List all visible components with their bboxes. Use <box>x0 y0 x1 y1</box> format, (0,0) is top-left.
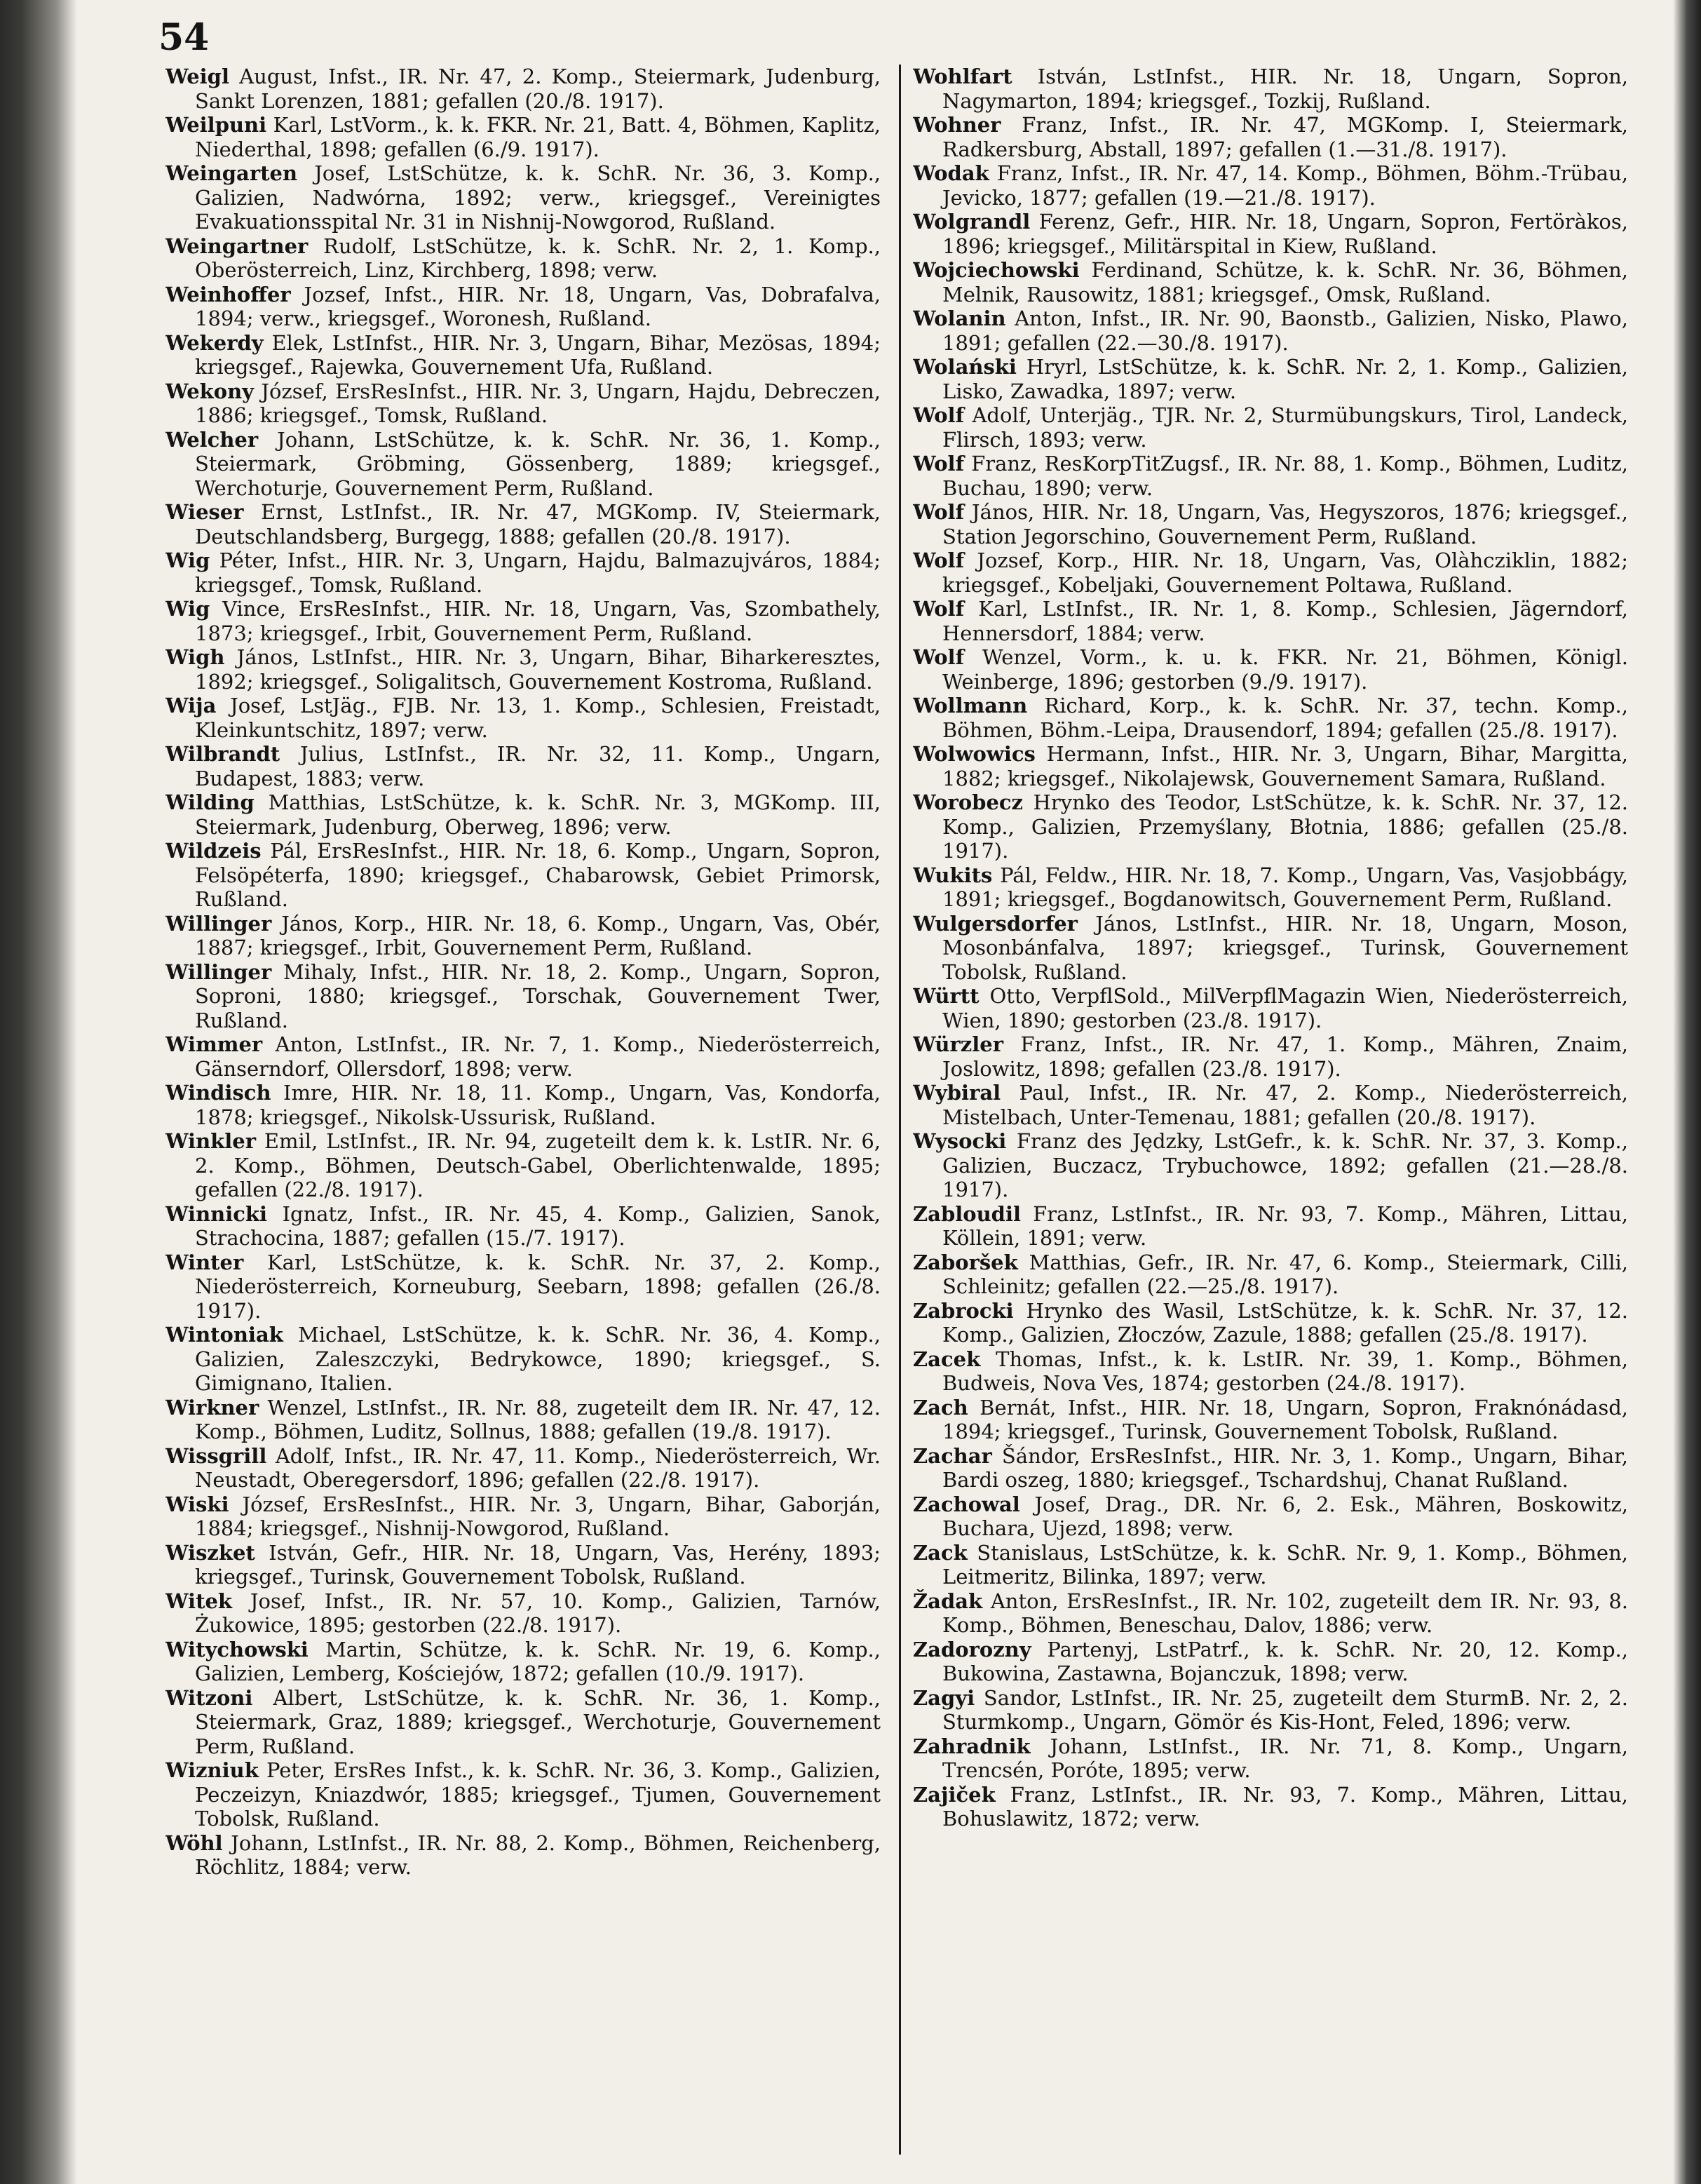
casualty-entry <box>165 1081 881 1129</box>
entry-surname: Wolf <box>913 452 965 476</box>
casualty-entry <box>165 960 881 1033</box>
entry-details: Hermann, Infst., HIR. Nr. 3, Ungarn, Bihar, Margitta, 1882; kriegsgef., Nikolajewsk, Gouvernement Samara, Rußland. <box>942 742 1628 790</box>
entry-details: József, ErsResInfst., HIR. Nr. 3, Ungarn, Hajdu, Debreczen, 1886; kriegsgef., Tomsk, Rußland. <box>195 379 881 427</box>
entry-surname: Winnicki <box>165 1201 268 1226</box>
entry-surname: Wintoniak <box>165 1323 283 1347</box>
casualty-entry <box>913 742 1628 790</box>
entry-surname: Weinhoffer <box>165 282 291 306</box>
casualty-entry <box>165 1758 881 1831</box>
entry-details: Karl, LstInfst., IR. Nr. 1, 8. Komp., Schlesien, Jägerndorf, Hennersdorf, 1884; verw. <box>942 597 1628 645</box>
casualty-entry <box>913 161 1628 210</box>
entry-details: Matthias, Gefr., IR. Nr. 47, 6. Komp., Steiermark, Cilli, Schleinitz; gefallen (22.—25./8. 1917). <box>942 1250 1628 1298</box>
entry-details: Franz, Infst., IR. Nr. 47, 14. Komp., Böhmen, Böhm.-Trübau, Jevicko, 1877; gefallen (19.—21./8. 1917). <box>942 161 1628 210</box>
entry-details: Johann, LstInfst., IR. Nr. 88, 2. Komp., Böhmen, Reichenberg, Röchlitz, 1884; verw. <box>195 1831 881 1879</box>
casualty-entry <box>165 645 881 694</box>
entry-surname: Žadak <box>913 1589 983 1613</box>
scan-left-edge-shadow <box>0 0 77 2184</box>
casualty-entry <box>913 1129 1628 1202</box>
entry-surname: Weingarten <box>165 161 298 185</box>
entry-surname: Wieser <box>165 500 244 524</box>
entry-surname: Wukits <box>913 863 993 887</box>
casualty-entry <box>165 694 881 742</box>
entry-surname: Weingartner <box>165 234 309 258</box>
entry-details: Paul, Infst., IR. Nr. 47, 2. Komp., Niederösterreich, Mistelbach, Unter-Temenau, 1881; gefallen (20./8. 1917). <box>942 1081 1628 1129</box>
casualty-entry <box>913 306 1628 355</box>
entry-details: Franz, ResKorpTitZugsf., IR. Nr. 88, 1. Komp., Böhmen, Luditz, Buchau, 1890; verw. <box>942 452 1628 500</box>
scan-right-edge-shadow <box>1673 0 1701 2184</box>
entry-details: Péter, Infst., HIR. Nr. 3, Ungarn, Hajdu, Balmazujváros, 1884; kriegsgef., Tomsk, Rußland. <box>195 548 881 597</box>
entry-surname: Wolf <box>913 548 965 572</box>
entry-surname: Worobecz <box>913 790 1024 814</box>
entry-details: Elek, LstInfst., HIR. Nr. 3, Ungarn, Bihar, Mezösas, 1894; kriegsgef., Rajewka, Gouvernement Ufa, Rußland. <box>195 330 881 379</box>
entry-surname: Wolf <box>913 645 965 669</box>
casualty-entry <box>913 863 1628 912</box>
entry-details: Karl, LstSchütze, k. k. SchR. Nr. 37, 2. Komp., Niederösterreich, Korneuburg, Seebarn, 1898; gefallen (26./8. 1917). <box>195 1250 881 1323</box>
entry-surname: Wekony <box>165 379 255 403</box>
entry-details: Josef, LstJäg., FJB. Nr. 13, 1. Komp., Schlesien, Freistadt, Kleinkuntschitz, 1897; verw. <box>195 694 881 742</box>
entry-surname: Wöhl <box>165 1831 223 1855</box>
entry-surname: Zabrocki <box>913 1298 1014 1323</box>
entry-details: Ignatz, Infst., IR. Nr. 45, 4. Komp., Galizien, Sanok, Strachocina, 1887; gefallen (15./7. 1917). <box>195 1201 881 1250</box>
entry-details: Stanislaus, LstSchütze, k. k. SchR. Nr. 9, 1. Komp., Böhmen, Leitmeritz, Bilinka, 1897; verw. <box>942 1540 1628 1589</box>
casualty-entry <box>913 1686 1628 1734</box>
entry-details: Richard, Korp., k. k. SchR. Nr. 37, techn. Komp., Böhmen, Böhm.-Leipa, Drausendorf, 1894; gefallen (25./8. 1917). <box>942 694 1628 742</box>
entry-details: Ferdinand, Schütze, k. k. SchR. Nr. 36, Böhmen, Melnik, Rausowitz, 1881; kriegsgef., Omsk, Rußland. <box>942 258 1628 306</box>
entry-details: Šándor, ErsResInfst., HIR. Nr. 3, 1. Komp., Ungarn, Bihar, Bardi oszeg, 1880; kriegsgef., Tschardshuj, Chanat Rußland. <box>942 1443 1628 1492</box>
entry-details: Mihaly, Infst., HIR. Nr. 18, 2. Komp., Ungarn, Sopron, Soproni, 1880; kriegsgef., Torschak, Gouvernement Twer, Rußland. <box>195 959 881 1032</box>
entry-details: Imre, HIR. Nr. 18, 11. Komp., Ungarn, Vas, Kondorfa, 1878; kriegsgef., Nikolsk-Ussurisk, Rußland. <box>195 1081 881 1129</box>
entry-details: August, Infst., IR. Nr. 47, 2. Komp., Steiermark, Judenburg, Sankt Lorenzen, 1881; gefallen (20./8. 1917). <box>195 65 881 113</box>
entry-surname: Wekerdy <box>165 330 264 355</box>
entry-surname: Wig <box>165 548 210 572</box>
casualty-entry <box>913 548 1628 597</box>
entry-details: Peter, ErsRes Infst., k. k. SchR. Nr. 36, 3. Komp., Galizien, Peczeizyn, Kniazdwór, 1885; kriegsgef., Tjumen, Gouvernement Tobolsk, Rußland. <box>195 1758 881 1831</box>
casualty-entry <box>165 500 881 548</box>
entry-surname: Wiski <box>165 1492 229 1516</box>
entry-surname: Würzler <box>913 1032 1003 1056</box>
entry-surname: Zacek <box>913 1347 981 1371</box>
casualty-entry <box>913 1783 1628 1831</box>
entry-surname: Wija <box>165 694 217 717</box>
entry-surname: Wilding <box>165 790 255 814</box>
casualty-entry <box>913 1202 1628 1251</box>
casualty-entry <box>913 210 1628 258</box>
casualty-entry <box>913 403 1628 452</box>
entry-details: Josef, Infst., IR. Nr. 57, 10. Komp., Galizien, Tarnów, Żukowice, 1895; gestorben (22./8. 1917). <box>195 1589 881 1637</box>
entry-surname: Wolf <box>913 403 965 427</box>
entry-surname: Wohlfart <box>913 65 1012 88</box>
entry-surname: Zadorozny <box>913 1637 1031 1661</box>
entry-details: Anton, LstInfst., IR. Nr. 7, 1. Komp., Niederösterreich, Gänserndorf, Ollersdorf, 1898; verw. <box>195 1032 881 1081</box>
casualty-entry <box>913 645 1628 694</box>
entry-surname: Zach <box>913 1395 968 1420</box>
casualty-entry <box>165 161 881 234</box>
entry-surname: Wolwowics <box>913 742 1036 766</box>
entry-details: Karl, LstVorm., k. k. FKR. Nr. 21, Batt. 4, Böhmen, Kaplitz, Niederthal, 1898; gefallen (6./9. 1917). <box>195 113 881 161</box>
casualty-entry <box>165 234 881 283</box>
entry-details: Ferenz, Gefr., HIR. Nr. 18, Ungarn, Sopron, Fertöràkos, 1896; kriegsgef., Militärspital in Kiew, Rußland. <box>942 210 1628 258</box>
entry-surname: Zabloudil <box>913 1201 1021 1226</box>
casualty-entry <box>165 790 881 839</box>
entry-details: Franz des Jędzky, LstGefr., k. k. SchR. Nr. 37, 3. Komp., Galizien, Buczacz, Trybuchowce, 1892; gefallen (21.—28./8. 1917). <box>942 1129 1628 1201</box>
right-column <box>913 65 1628 2155</box>
entry-surname: Zachowal <box>913 1492 1020 1516</box>
casualty-entry <box>913 912 1628 985</box>
entry-details: Albert, LstSchütze, k. k. SchR. Nr. 36, 1. Komp., Steiermark, Graz, 1889; kriegsgef., Werchoturje, Gouvernement Perm, Rußland. <box>195 1685 881 1758</box>
casualty-entry <box>913 790 1628 863</box>
entry-details: József, ErsResInfst., HIR. Nr. 3, Ungarn, Bihar, Gaborján, 1884; kriegsgef., Nishnij-Nowgorod, Rußland. <box>195 1492 881 1540</box>
casualty-entry <box>165 1638 881 1686</box>
entry-surname: Willinger <box>165 959 272 984</box>
entry-surname: Wulgersdorfer <box>913 911 1078 936</box>
entry-surname: Windisch <box>165 1081 271 1105</box>
casualty-entry <box>913 694 1628 742</box>
entry-details: Franz, Infst., IR. Nr. 47, MGKomp. I, Steiermark, Radkersburg, Abstall, 1897; gefallen (1.—31./8. 1917). <box>942 113 1628 161</box>
casualty-entry <box>165 1492 881 1541</box>
casualty-entry <box>165 1686 881 1759</box>
casualty-entry <box>165 1251 881 1323</box>
entry-details: Ernst, LstInfst., IR. Nr. 47, MGKomp. IV, Steiermark, Deutschlandsberg, Burgegg, 1888; gefallen (20./8. 1917). <box>195 500 881 548</box>
entry-details: Pál, ErsResInfst., HIR. Nr. 18, 6. Komp., Ungarn, Sopron, Felsöpéterfa, 1890; kriegsgef., Chabarowsk, Gebiet Primorsk, Rußland. <box>195 839 881 911</box>
entry-details: Wenzel, Vorm., k. u. k. FKR. Nr. 21, Böhmen, Königl. Weinberge, 1896; gestorben (9./9. 1917). <box>942 645 1628 694</box>
entry-details: Josef, LstSchütze, k. k. SchR. Nr. 36, 3. Komp., Galizien, Nadwórna, 1892; verw., kriegsgef., Vereinigtes Evakuationsspital Nr. 31 in Nishnij-Nowgorod, Rußland. <box>195 161 881 234</box>
entry-surname: Zajiček <box>913 1782 996 1807</box>
entry-surname: Witzoni <box>165 1685 253 1710</box>
entry-details: János, Korp., HIR. Nr. 18, 6. Komp., Ungarn, Vas, Obér, 1887; kriegsgef., Irbit, Gouvernement Perm, Rußland. <box>195 911 881 959</box>
entry-details: Hrynko des Teodor, LstSchütze, k. k. SchR. Nr. 37, 12. Komp., Galizien, Przemyślany, Błotnia, 1886; gefallen (25./8. 1917). <box>942 790 1628 863</box>
entry-surname: Zaboršek <box>913 1250 1018 1274</box>
entry-details: Adolf, Unterjäg., TJR. Nr. 2, Sturmübungskurs, Tirol, Landeck, Flirsch, 1893; verw. <box>942 403 1628 452</box>
entry-details: Franz, Infst., IR. Nr. 47, 1. Komp., Mähren, Znaim, Joslowitz, 1898; gefallen (23./8. 1917). <box>942 1032 1628 1081</box>
entry-details: Otto, VerpflSold., MilVerpflMagazin Wien, Niederösterreich, Wien, 1890; gestorben (23./8. 1917). <box>942 984 1628 1032</box>
entry-surname: Wysocki <box>913 1129 1007 1153</box>
entry-details: Franz, LstInfst., IR. Nr. 93, 7. Komp., Mähren, Littau, Köllein, 1891; verw. <box>942 1201 1628 1250</box>
entry-details: János, HIR. Nr. 18, Ungarn, Vas, Hegyszoros, 1876; kriegsgef., Station Jegorschino, Gouvernement Perm, Rußland. <box>942 500 1628 548</box>
entry-surname: Wolf <box>913 500 965 524</box>
casualty-entry <box>165 912 881 960</box>
casualty-entry <box>913 984 1628 1032</box>
casualty-entry <box>165 1831 881 1880</box>
entry-details: Bernát, Infst., HIR. Nr. 18, Ungarn, Sopron, Fraknónádasd, 1894; kriegsgef., Turinsk, Gouvernement Tobolsk, Rußland. <box>942 1395 1628 1443</box>
casualty-entry <box>165 1032 881 1081</box>
entry-details: Matthias, LstSchütze, k. k. SchR. Nr. 3, MGKomp. III, Steiermark, Judenburg, Oberweg, 1896; verw. <box>195 790 881 839</box>
entry-surname: Wojciechowski <box>913 258 1080 282</box>
entry-details: Anton, ErsResInfst., IR. Nr. 102, zugeteilt dem IR. Nr. 93, 8. Komp., Böhmen, Beneschau, Dalov, 1886; verw. <box>942 1589 1628 1637</box>
entry-details: János, LstInfst., HIR. Nr. 3, Ungarn, Bihar, Biharkeresztes, 1892; kriegsgef., Soligalitsch, Gouvernement Kostroma, Rußland. <box>195 645 881 694</box>
casualty-entry <box>165 1444 881 1492</box>
entry-details: Johann, LstSchütze, k. k. SchR. Nr. 36, 1. Komp., Steiermark, Gröbming, Gössenberg, 1889; kriegsgef., Werchoturje, Gouvernement Perm, Rußland. <box>195 427 881 500</box>
casualty-entry <box>165 331 881 379</box>
casualty-entry <box>165 839 881 912</box>
casualty-entry <box>165 283 881 331</box>
entry-surname: Winkler <box>165 1129 256 1153</box>
entry-details: Partenyj, LstPatrf., k. k. SchR. Nr. 20, 12. Komp., Bukowina, Zastawna, Bojanczuk, 1898; verw. <box>942 1637 1628 1685</box>
entry-surname: Wizniuk <box>165 1758 259 1782</box>
entry-details: Anton, Infst., IR. Nr. 90, Baonstb., Galizien, Nisko, Plawo, 1891; gefallen (22.—30./8. 1917). <box>942 306 1628 355</box>
casualty-entry <box>165 428 881 501</box>
entry-surname: Wolf <box>913 597 965 621</box>
entry-surname: Wolanin <box>913 306 1006 330</box>
entry-surname: Wimmer <box>165 1032 263 1056</box>
casualty-entry <box>913 258 1628 306</box>
casualty-entry <box>913 113 1628 161</box>
casualty-entry <box>165 1589 881 1638</box>
entry-surname: Weigl <box>165 65 229 88</box>
entry-surname: Wodak <box>913 161 989 185</box>
entry-details: István, LstInfst., HIR. Nr. 18, Ungarn, Sopron, Nagymarton, 1894; kriegsgef., Tozkij, Rußland. <box>942 65 1628 113</box>
entry-details: Sandor, LstInfst., IR. Nr. 25, zugeteilt dem SturmB. Nr. 2, 2. Sturmkomp., Ungarn, Gömör és Kis-Hont, Feled, 1896; verw. <box>942 1685 1628 1734</box>
left-column <box>165 65 881 2155</box>
entry-details: István, Gefr., HIR. Nr. 18, Ungarn, Vas, Herény, 1893; kriegsgef., Turinsk, Gouvernement Tobolsk, Rußland. <box>195 1540 881 1589</box>
entry-details: Vince, ErsResInfst., HIR. Nr. 18, Ungarn, Vas, Szombathely, 1873; kriegsgef., Irbit, Gouvernement Perm, Rußland. <box>195 597 881 645</box>
entry-surname: Witek <box>165 1589 233 1613</box>
casualty-entry <box>913 1396 1628 1444</box>
entry-surname: Württ <box>913 984 980 1008</box>
entry-details: Michael, LstSchütze, k. k. SchR. Nr. 36, 4. Komp., Galizien, Zaleszczyki, Bedrykowce, 1890; kriegsgef., S. Gimignano, Italien. <box>195 1323 881 1395</box>
entry-surname: Wybiral <box>913 1081 1001 1105</box>
entry-details: Rudolf, LstSchütze, k. k. SchR. Nr. 2, 1. Komp., Oberösterreich, Linz, Kirchberg, 1898; verw. <box>195 234 881 282</box>
casualty-entry <box>913 355 1628 403</box>
entry-details: Adolf, Infst., IR. Nr. 47, 11. Komp., Niederösterreich, Wr. Neustadt, Oberegersdorf, 1896; gefallen (22./8. 1917). <box>195 1443 881 1492</box>
casualty-entry <box>913 1638 1628 1686</box>
casualty-entry <box>913 1589 1628 1638</box>
entry-details: Julius, LstInfst., IR. Nr. 32, 11. Komp., Ungarn, Budapest, 1883; verw. <box>195 742 881 790</box>
entry-surname: Weilpuni <box>165 113 267 137</box>
casualty-entry <box>165 742 881 790</box>
casualty-entry <box>165 1202 881 1251</box>
casualty-entry <box>913 65 1628 113</box>
entry-surname: Wigh <box>165 645 225 669</box>
entry-details: Franz, LstInfst., IR. Nr. 93, 7. Komp., Mähren, Littau, Bohuslawitz, 1872; verw. <box>942 1782 1628 1831</box>
casualty-entry <box>165 1396 881 1444</box>
casualty-entry <box>913 1299 1628 1347</box>
entry-surname: Wiszket <box>165 1540 255 1565</box>
entry-details: Wenzel, LstInfst., IR. Nr. 88, zugeteilt dem IR. Nr. 47, 12. Komp., Böhmen, Luditz, Sollnus, 1888; gefallen (19./8. 1917). <box>195 1395 881 1443</box>
entry-surname: Wollmann <box>913 694 1028 717</box>
casualty-entry <box>165 1129 881 1202</box>
entry-surname: Witychowski <box>165 1637 309 1661</box>
entry-surname: Wildzeis <box>165 839 262 863</box>
casualty-entry <box>913 597 1628 645</box>
casualty-entry <box>913 1347 1628 1396</box>
entry-surname: Zack <box>913 1540 968 1565</box>
entry-details: Thomas, Infst., k. k. LstIR. Nr. 39, 1. Komp., Böhmen, Budweis, Nova Ves, 1874; gestorben (24./8. 1917). <box>942 1347 1628 1395</box>
casualty-entry <box>913 452 1628 500</box>
entry-details: Josef, Drag., DR. Nr. 6, 2. Esk., Mähren, Boskowitz, Buchara, Ujezd, 1898; verw. <box>942 1492 1628 1540</box>
entry-surname: Wilbrandt <box>165 742 280 766</box>
entry-surname: Zagyi <box>913 1685 975 1710</box>
entry-surname: Winter <box>165 1250 244 1274</box>
casualty-entry <box>165 379 881 428</box>
casualty-entry <box>165 597 881 645</box>
page-number: 54 <box>158 16 210 59</box>
casualty-entry <box>913 1251 1628 1299</box>
entry-surname: Zachar <box>913 1443 992 1468</box>
entry-details: Jozsef, Infst., HIR. Nr. 18, Ungarn, Vas, Dobrafalva, 1894; verw., kriegsgef., Woronesh, Rußland. <box>195 282 881 330</box>
entry-surname: Wolański <box>913 355 1017 379</box>
column-divider <box>899 65 901 2155</box>
entry-surname: Wissgrill <box>165 1443 267 1468</box>
entry-details: Martin, Schütze, k. k. SchR. Nr. 19, 6. Komp., Galizien, Lemberg, Kościejów, 1872; gefallen (10./9. 1917). <box>195 1637 881 1685</box>
entry-details: Pál, Feldw., HIR. Nr. 18, 7. Komp., Ungarn, Vas, Vasjobbágy, 1891; kriegsgef., Bogdanowitsch, Gouvernement Perm, Rußland. <box>942 863 1628 911</box>
entry-details: Hryrl, LstSchütze, k. k. SchR. Nr. 2, 1. Komp., Galizien, Lisko, Zawadka, 1897; verw. <box>942 355 1628 403</box>
entry-surname: Wirkner <box>165 1395 259 1420</box>
casualty-entry <box>165 113 881 161</box>
casualty-entry <box>913 1444 1628 1492</box>
casualty-entry <box>913 1492 1628 1541</box>
casualty-entry <box>913 1081 1628 1129</box>
casualty-entry <box>913 1032 1628 1081</box>
entry-details: Emil, LstInfst., IR. Nr. 94, zugeteilt dem k. k. LstIR. Nr. 6, 2. Komp., Böhmen, Deutsch-Gabel, Oberlichtenwalde, 1895; gefallen (22./8. 1917). <box>195 1129 881 1201</box>
entry-details: János, LstInfst., HIR. Nr. 18, Ungarn, Moson, Mosonbánfalva, 1897; kriegsgef., Turinsk, Gouvernement Tobolsk, Rußland. <box>942 911 1628 984</box>
entry-surname: Welcher <box>165 427 259 452</box>
entry-details: Hrynko des Wasil, LstSchütze, k. k. SchR. Nr. 37, 12. Komp., Galizien, Złoczów, Zazule, 1888; gefallen (25./8. 1917). <box>942 1298 1628 1347</box>
casualty-entry <box>913 1541 1628 1589</box>
entry-details: Johann, LstInfst., IR. Nr. 71, 8. Komp., Ungarn, Trencsén, Poróte, 1895; verw. <box>942 1734 1628 1782</box>
entry-surname: Wig <box>165 597 210 621</box>
casualty-entry <box>165 1323 881 1396</box>
casualty-entry <box>165 548 881 597</box>
casualty-entry <box>913 500 1628 548</box>
entry-surname: Zahradnik <box>913 1734 1031 1758</box>
casualty-entry <box>165 65 881 113</box>
casualty-entry <box>165 1541 881 1589</box>
entry-details: Jozsef, Korp., HIR. Nr. 18, Ungarn, Vas, Olàhcziklin, 1882; kriegsgef., Kobeljaki, Gouvernement Poltawa, Rußland. <box>942 548 1628 597</box>
entry-surname: Willinger <box>165 911 272 936</box>
entry-surname: Wolgrandl <box>913 210 1031 234</box>
casualty-entry <box>913 1734 1628 1783</box>
entry-surname: Wohner <box>913 113 1001 137</box>
